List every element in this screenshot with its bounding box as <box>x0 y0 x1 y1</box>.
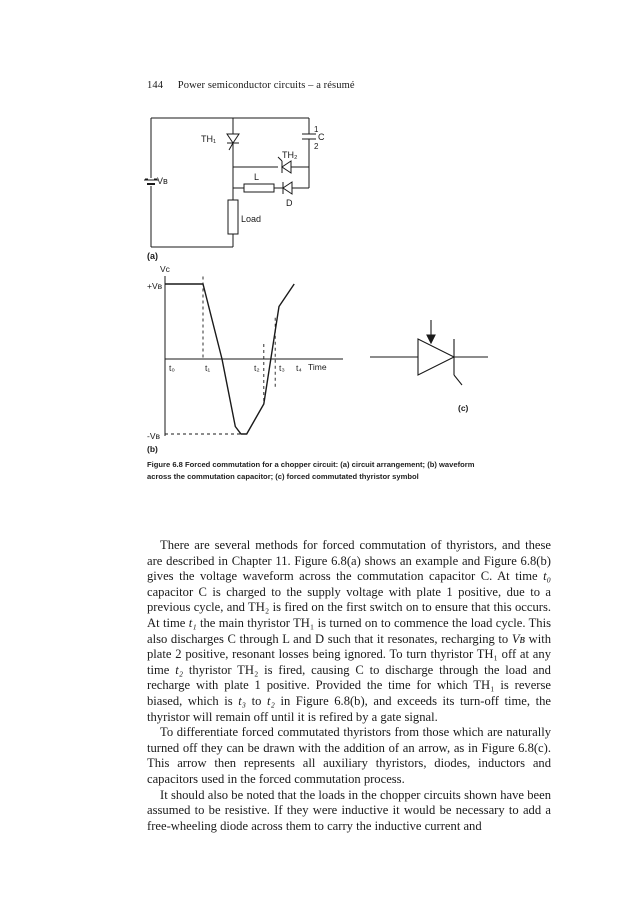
waveform-axes <box>165 276 343 436</box>
plate2-label: 2 <box>314 142 319 151</box>
circuit-labels <box>147 125 325 261</box>
page-number: 144 <box>147 80 164 91</box>
source-label: Vʙ <box>157 176 168 186</box>
t0-tick: t₀ <box>169 363 175 373</box>
time-label: Time <box>308 362 327 372</box>
circuit-diagram <box>144 118 316 247</box>
paragraph-3: It should also be noted that the loads in the chopper circuits shown have been assumed to be resistive. If they were inductive it would be necessary to add a free-wheeling diode across them to carry the inductive current and <box>147 787 551 833</box>
paragraph-1: There are several methods for forced commutation of thyristors, and these are described in Chapter 11. Figure 6.8(a) shows an example and Figure 6.8(b) gives the voltage waveform across the commutation capacitor C. At time t₀ capacitor C is charged to the supply voltage with plate 1 positive, due to a previous cycle, and TH₂ is fired on the first switch on to ensure that this occurs. At time t₁ the main thyristor TH₁ is turned on to commence the load cycle. This also discharges C through L and D such that it resonates, recharging to Vʙ with plate 2 positive, resonant losses being ignored. To turn thyristor TH₁ off at any time t₂ thyristor TH₂ is fired, causing C to discharge through the load and recharge with plate 1 positive. Provided the time for which TH₁ is reverse biased, which is t₃ to t₂ in Figure 6.8(b), and exceeds its turn-off time, the thyristor will remain off until it is refired by a gate signal. <box>147 538 552 724</box>
t1-tick: t₁ <box>205 363 211 373</box>
body-text <box>147 538 551 834</box>
thyristor-triangle <box>418 339 454 375</box>
thyristor-gate <box>454 375 462 385</box>
panel-a-label: (a) <box>147 251 158 261</box>
waveform-guides <box>165 277 275 435</box>
inductor-l <box>244 184 274 192</box>
t4-tick: t₄ <box>296 363 302 373</box>
diode-d <box>283 182 292 194</box>
paragraph-2: To differentiate forced commutated thyristors from those which are naturally turned off they can be drawn with the addition of an arrow, as in Figure 6.8(c). This arrow then represents all auxiliary thyristors, diodes, inductors and capacitors used in the forced commutation process. <box>147 725 551 786</box>
load-label: Load <box>241 214 262 224</box>
figure-caption <box>147 459 493 483</box>
t2-tick: t₂ <box>254 363 260 373</box>
diode-label: D <box>286 198 293 208</box>
load-resistor <box>228 200 238 234</box>
cap-label: C <box>318 132 325 142</box>
plus-vb-tick: +Vʙ <box>147 281 163 291</box>
plate1-label: 1 <box>314 125 319 134</box>
minus-vb-tick: -Vʙ <box>147 431 161 441</box>
forced-thyristor-symbol <box>370 320 488 385</box>
y-axis-label: Vᴄ <box>160 264 170 274</box>
panel-c-label: (c) <box>458 403 469 413</box>
th2-thyristor <box>282 161 291 173</box>
caption-label: Figure 6.8 <box>147 460 183 469</box>
panel-b-label: (b) <box>147 444 158 454</box>
caption-text: Forced commutation for a chopper circuit: (a) circuit arrangement; (b) waveform across the commutation capacitor; (c) forced commutated thyristor symbol <box>147 460 475 481</box>
th1-label: TH₁ <box>201 134 217 144</box>
th1-thyristor <box>227 134 239 143</box>
t3-tick: t₃ <box>279 363 285 373</box>
inductor-label: L <box>254 172 260 182</box>
th2-label: TH₂ <box>282 150 298 160</box>
th1-gate <box>229 143 233 150</box>
running-title: Power semiconductor circuits – a résumé <box>177 80 355 91</box>
